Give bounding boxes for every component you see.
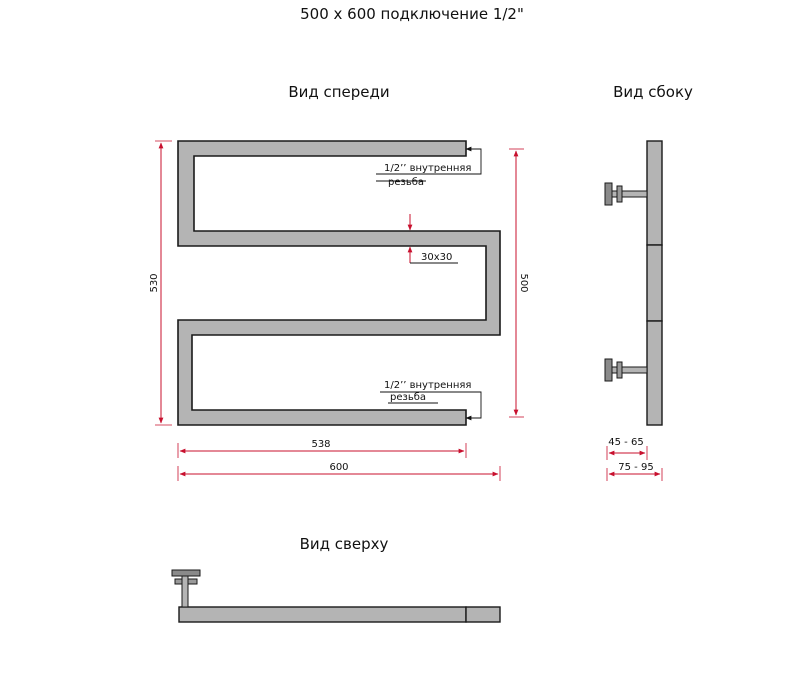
side-connector-bottom xyxy=(605,359,647,381)
profile-size-label: 30x30 xyxy=(421,252,453,263)
side-connector-top xyxy=(605,183,647,205)
side-pipe-bottom xyxy=(647,321,662,425)
side-view xyxy=(605,141,662,481)
dim-side-offset-1-label: 45 - 65 xyxy=(608,437,644,448)
thread-bottom-line1: 1/2’’ внутренняя xyxy=(384,380,472,391)
dim-height-axis-label: 500 xyxy=(518,273,529,293)
front-view-heading: Вид спереди xyxy=(288,83,390,101)
top-pipe-main xyxy=(179,607,466,622)
side-view-heading: Вид сбоку xyxy=(613,83,693,101)
dim-width-overall-label: 600 xyxy=(329,462,349,473)
thread-top-line2: резьба xyxy=(388,177,425,188)
top-connector xyxy=(172,570,200,607)
front-view xyxy=(149,141,529,481)
side-pipe-middle xyxy=(647,245,662,321)
thread-top-line1: 1/2’’ внутренняя xyxy=(384,163,472,174)
side-pipe-top xyxy=(647,141,662,245)
dim-side-offset-2-label: 75 - 95 xyxy=(618,462,654,473)
top-view-heading: Вид сверху xyxy=(299,535,389,553)
dim-width-axis-label: 538 xyxy=(311,439,331,450)
top-view xyxy=(172,570,500,622)
top-pipe-end xyxy=(466,607,500,622)
thread-bottom-line2: резьба xyxy=(390,392,427,403)
dim-side-offset-1 xyxy=(607,446,647,460)
page-title: 500 x 600 подключение 1/2" xyxy=(300,5,524,23)
dim-height-overall-label: 530 xyxy=(149,273,160,293)
